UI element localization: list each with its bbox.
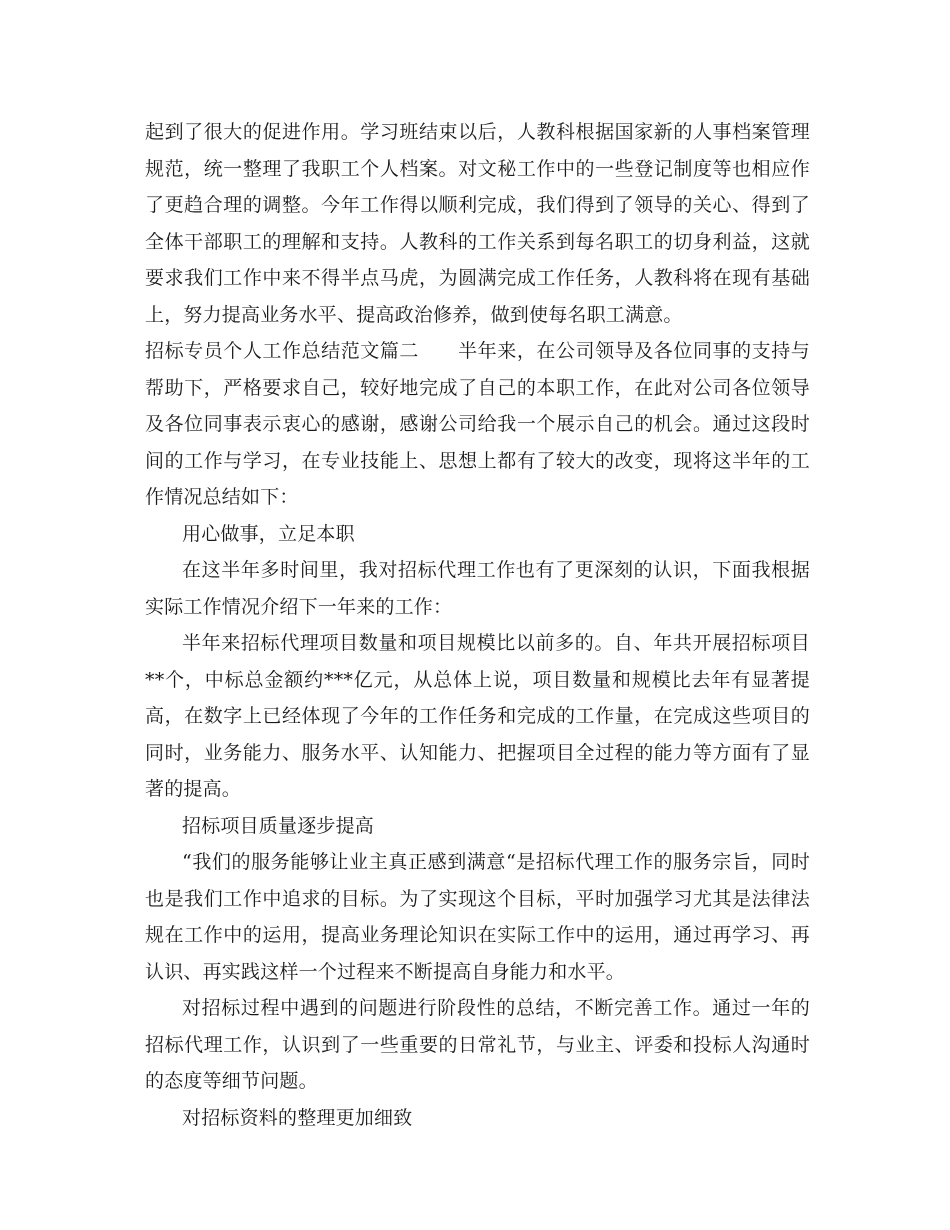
paragraph-summary-problems: 对招标过程中遇到的问题进行阶段性的总结，不断完善工作。通过一年的招标代理工作，认识到了一些重要的日常礼节，与业主、评委和投标人沟通时的态度等细节问题。 [145,997,810,1092]
paragraph-heading-focus: 用心做事，立足本职 [182,522,355,545]
paragraph-section-title-intro: 招标专员个人工作总结范文篇二 半年来，在公司领导及各位同事的支持与帮助下，严格要求自己，较好地完成了自己的本职工作，在此对公司各位领导及各位同事表示衷心的感谢，感谢公司给我一个展示自己的机会。通过这段时间的工作与学习，在专业技能上、思想上都有了较大的改变，现将这半年的工作情况总结如下： [145,340,810,508]
document-page [145,114,810,1136]
paragraph-heading-materials: 对招标资料的整理更加细致 [182,1106,413,1129]
paragraph-understanding: 在这半年多时间里，我对招标代理工作也有了更深刻的认识，下面我根据实际工作情况介绍下一年来的工作： [145,559,810,618]
paragraph-project-count: 半年来招标代理项目数量和项目规模比以前多的。自、年共开展招标项目**个，中标总金额约***亿元，从总体上说，项目数量和规模比去年有显著提高，在数字上已经体现了今年的工作任务和完成的工作量，在完成这些项目的同时，业务能力、服务水平、认知能力、把握项目全过程的能力等方面有了显著的提高。 [145,632,810,800]
paragraph-heading-quality: 招标项目质量逐步提高 [182,814,375,837]
paragraph-continuation: 起到了很大的促进作用。学习班结束以后，人教科根据国家新的人事档案管理规范，统一整理了我职工个人档案。对文秘工作中的一些登记制度等也相应作了更趋合理的调整。今年工作得以顺利完成，我们得到了领导的关心、得到了全体干部职工的理解和支持。人教科的工作关系到每名职工的切身利益，这就要求我们工作中来不得半点马虎，为圆满完成工作任务，人教科将在现有基础上，努力提高业务水平、提高政治修养，做到使每名职工满意。 [145,121,810,326]
paragraph-service-aim: “我们的服务能够让业主真正感到满意“是招标代理工作的服务宗旨，同时也是我们工作中追求的目标。为了实现这个目标，平时加强学习尤其是法律法规在工作中的运用，提高业务理论知识在实际工作中的运用，通过再学习、再认识、再实践这样一个过程来不断提高自身能力和水平。 [145,851,810,983]
